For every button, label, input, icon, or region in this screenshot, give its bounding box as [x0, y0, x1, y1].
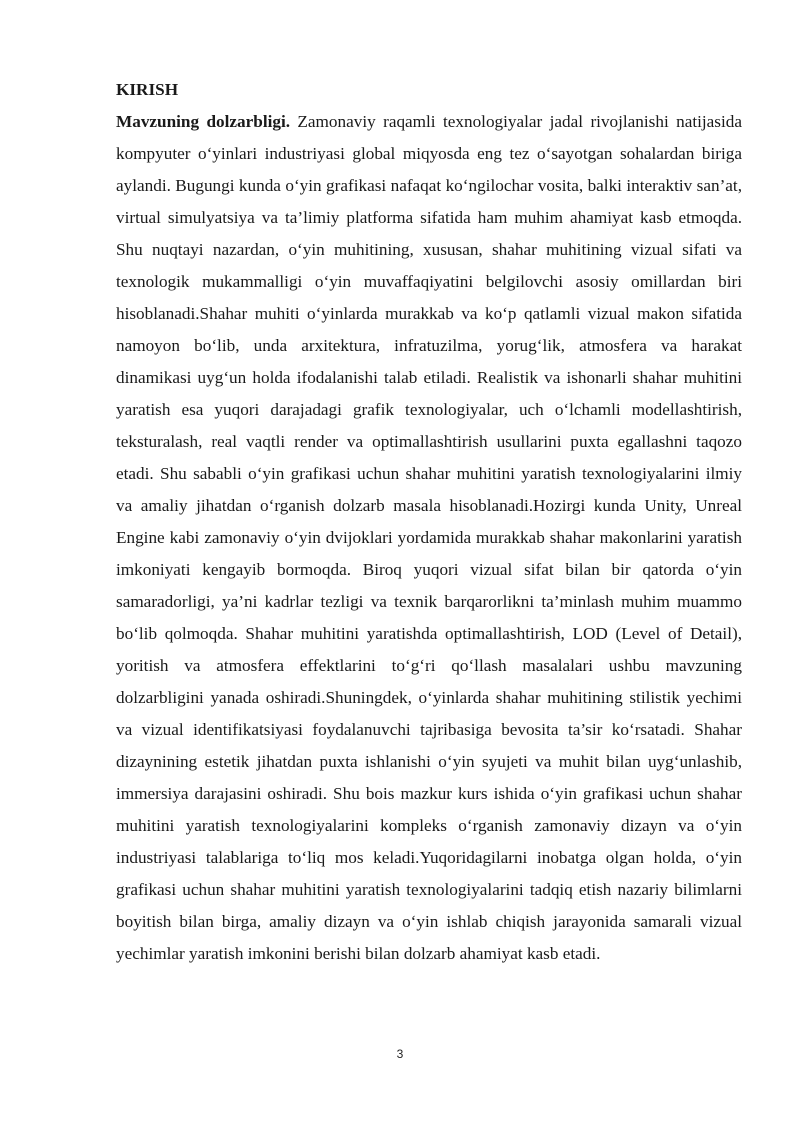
paragraph-body: Zamonaviy raqamli texnologiyalar jadal rivojlanishi natijasida kompyuter o‘yinlari industriyasi global miqyosda eng tez o‘sayotgan sohalardan biriga aylandi. Bugungi kunda o‘yin grafikasi nafaqat ko‘ngilochar vosita, balki interaktiv san’at, virtual simulyatsiya va ta’limiy platforma sifatida ham muhim ahamiyat kasb etmoqda. Shu nuqtayi nazardan, o‘yin muhitining, xususan, shahar muhitining vizual sifati va texnologik mukammalligi o‘yin muvaffaqiyatini belgilovchi asosiy omillardan biri hisoblanadi.Shahar muhiti o‘yinlarda murakkab va ko‘p qatlamli vizual makon sifatida namoyon bo‘lib, unda arxitektura, infratuzilma, yorug‘lik, atmosfera va harakat dinamikasi uyg‘un holda ifodalanishi talab etiladi. Realistik va ishonarli shahar muhitini yaratish esa yuqori darajadagi grafik texnologiyalar, uch o‘lchamli modellashtirish, teksturalash, real vaqtli render va optimallashtirish usullarini puxta egallashni taqozo etadi. Shu sababli o‘yin grafikasi uchun shahar muhitini yaratish texnologiyalarini ilmiy va amaliy jihatdan o‘rganish dolzarb masala hisoblanadi.Hozirgi kunda Unity, Unreal Engine kabi zamonaviy o‘yin dvijoklari yordamida murakkab shahar makonlarini yaratish imkoniyati kengayib bormoqda. Biroq yuqori vizual sifat bilan bir qatorda o‘yin samaradorligi, ya’ni kadrlar tezligi va texnik barqarorlikni ta’minlash muhim muammo bo‘lib qolmoqda. Shahar muhitini yaratishda optimallashtirish, LOD (Level of Detail), yoritish va atmosfera effektlarini to‘g‘ri qo‘llash masalalari ushbu mavzuning dolzarbligini yanada oshiradi.Shuningdek, o‘yinlarda shahar muhitining stilistik yechimi va vizual identifikatsiyasi foydalanuvchi tajribasiga bevosita ta’sir ko‘rsatadi. Shahar dizaynining estetik jihatdan puxta ishlanishi o‘yin syujeti va muhit bilan uyg‘unlashib, immersiya darajasini oshiradi. Shu bois mazkur kurs ishida o‘yin grafikasi uchun shahar muhitini yaratish texnologiyalarini kompleks o‘rganish zamonaviy dizayn va o‘yin industriyasi talablariga to‘liq mos keladi.Yuqoridagilarni inobatga olgan holda, o‘yin grafikasi uchun shahar muhitini yaratish texnologiyalarini tadqiq etish nazariy bilimlarni boyitish bilan birga, amaliy dizayn va o‘yin ishlab chiqish jarayonida samarali vizual yechimlar yaratish imkonini berishi bilan dolzarb ahamiyat kasb etadi.	[116, 112, 742, 963]
section-heading: KIRISH	[116, 80, 179, 99]
body-paragraph	[116, 106, 742, 970]
page-content	[116, 74, 742, 970]
page-number: 3	[396, 1047, 404, 1061]
paragraph-lead: Mavzuning dolzarbligi.	[116, 112, 291, 131]
